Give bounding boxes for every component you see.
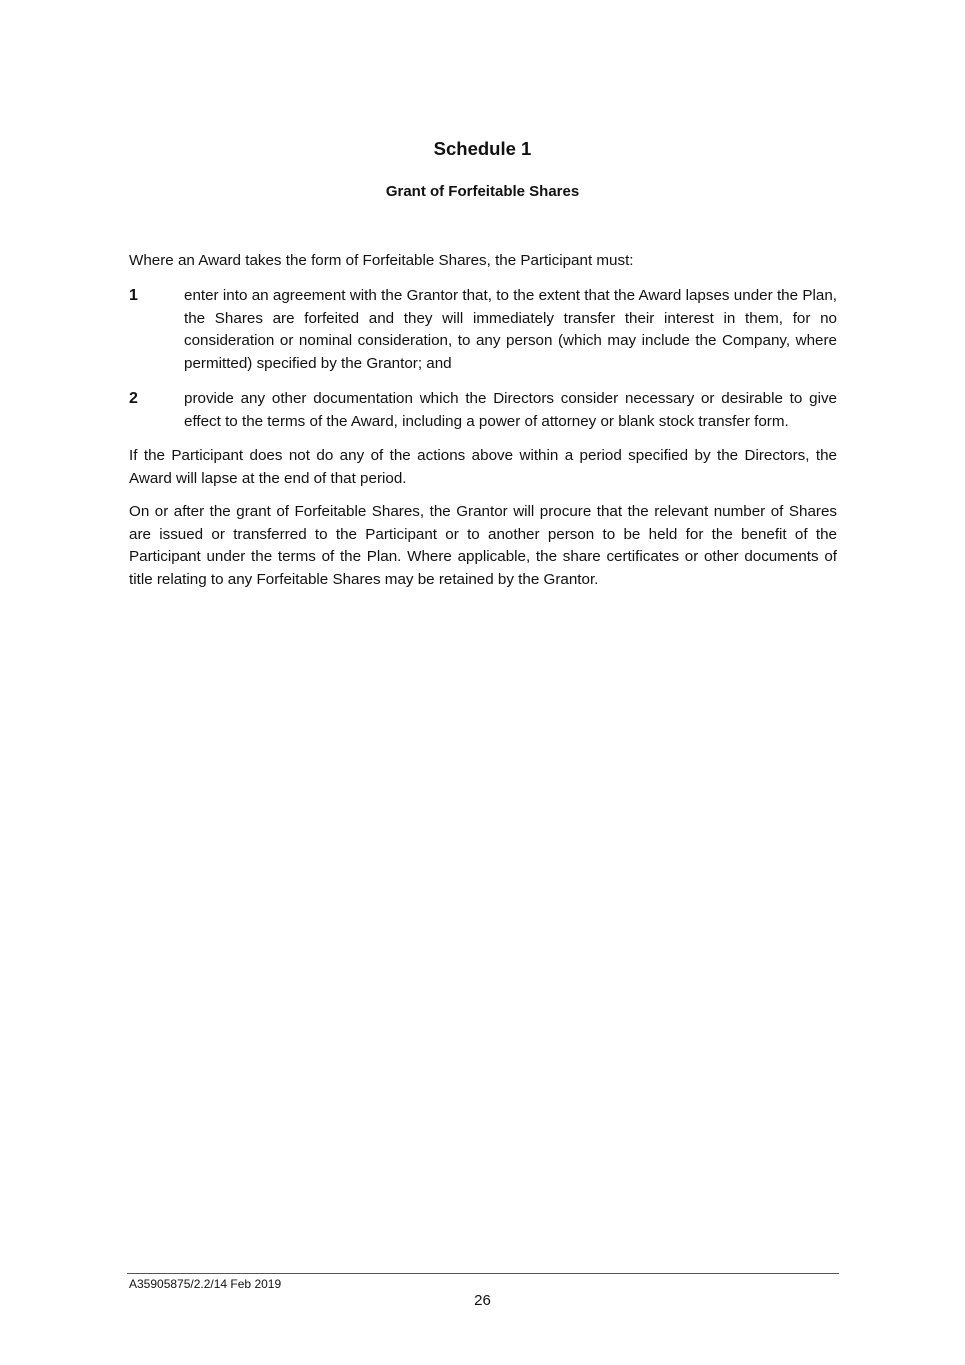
list-item-text: provide any other documentation which the Directors consider necessary or desirable to give effect to the terms of the Award, including a power of attorney or blank stock transfer form. xyxy=(184,390,837,430)
schedule-subtitle: Grant of Forfeitable Shares xyxy=(385,183,580,200)
footer-reference: A35905875/2.2/14 Feb 2019 xyxy=(129,1277,282,1291)
list-item xyxy=(129,388,837,433)
lapse-paragraph: If the Participant does not do any of the actions above within a period specified by the Directors, the Award will lapse at the end of that period. xyxy=(129,447,837,487)
list-item xyxy=(129,285,837,375)
intro-paragraph: Where an Award takes the form of Forfeitable Shares, the Participant must: xyxy=(129,252,634,269)
list-item-number: 2 xyxy=(129,390,138,407)
list-item-text: enter into an agreement with the Grantor that, to the extent that the Award lapses under the Plan, the Shares are forfeited and they will immediately transfer their interest in them, for no consideration or nominal consideration, to any person (which may include the Company, where permitted) specified by the Grantor; and xyxy=(184,287,837,372)
schedule-title: Schedule 1 xyxy=(433,138,532,159)
page-number: 26 xyxy=(474,1292,491,1309)
grant-paragraph: On or after the grant of Forfeitable Shares, the Grantor will procure that the relevant number of Shares are issued or transferred to the Participant or to another person to be held for the benefit of the Participant under the terms of the Plan. Where applicable, the share certificates or other documents of title relating to any Forfeitable Shares may be retained by the Grantor. xyxy=(129,503,837,588)
footer-divider xyxy=(127,1273,839,1274)
list-item-number: 1 xyxy=(129,287,138,304)
